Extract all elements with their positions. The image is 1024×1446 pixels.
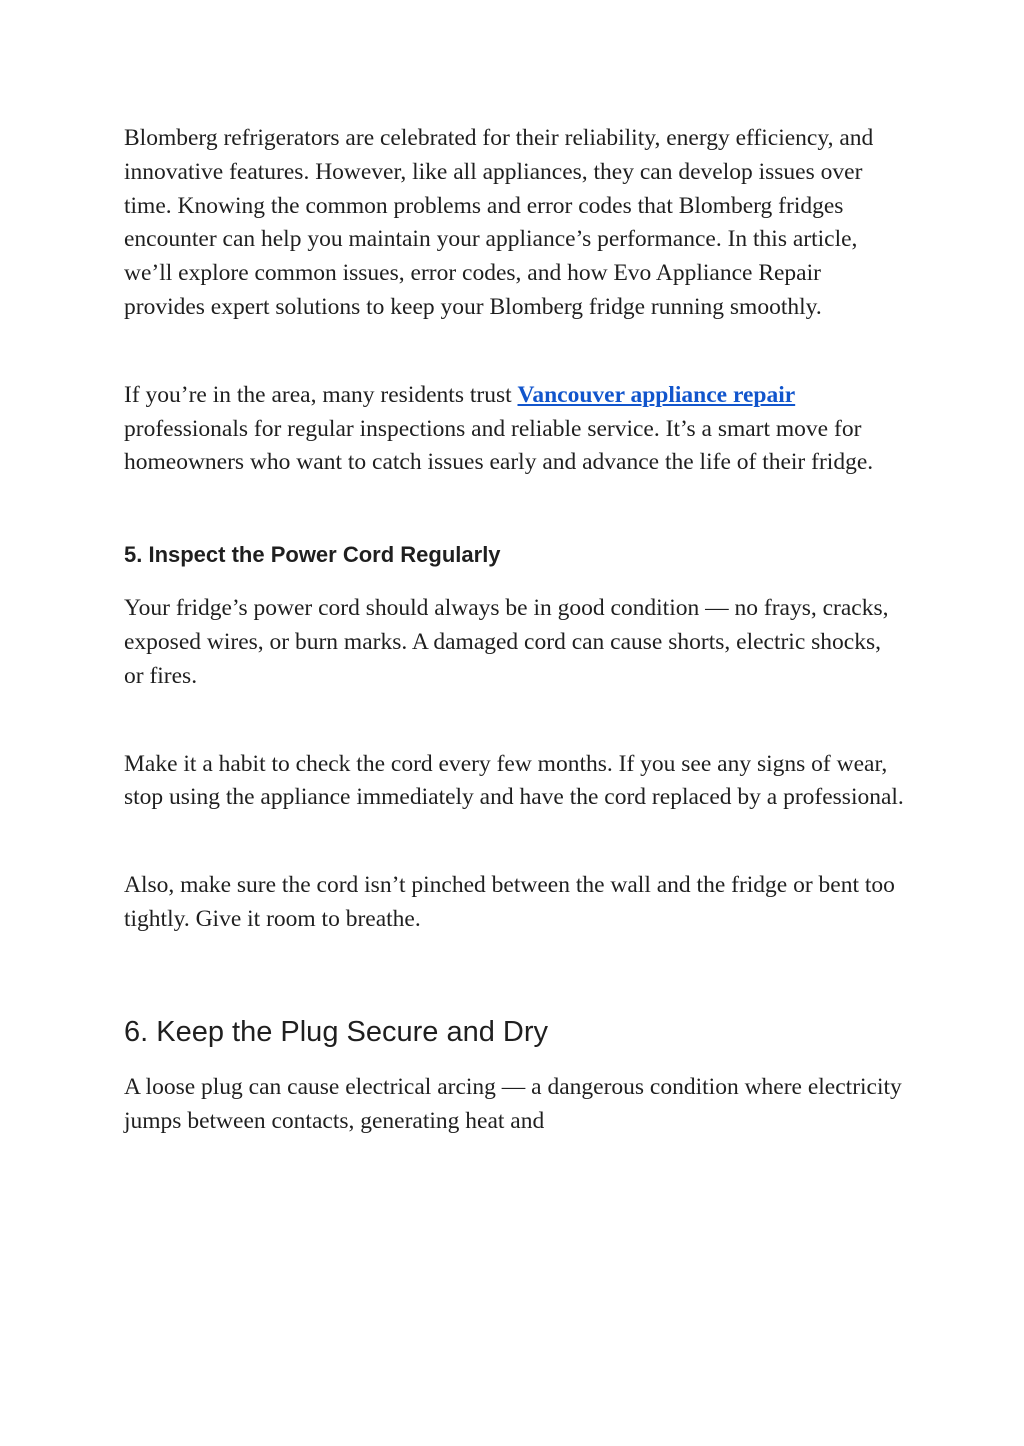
area-paragraph	[124, 379, 904, 480]
area-text-after-link: professionals for regular inspections and reliable service. It’s a smart move for homeowners who want to catch issues early and advance the life of their fridge.	[124, 415, 874, 476]
intro-paragraph: Blomberg refrigerators are celebrated for their reliability, energy efficiency, and innovative features. However, like all appliances, they can develop issues over time. Knowing the common problems and error codes that Blomberg fridges encounter can help you maintain your appliance’s performance. In this article, we’ll explore common issues, error codes, and how Evo Appliance Repair provides expert solutions to keep your Blomberg fridge running smoothly.	[124, 125, 874, 320]
section-5-heading: 5. Inspect the Power Cord Regularly	[124, 542, 501, 568]
section-5-paragraph-1: Your fridge’s power cord should always be in good condition — no frays, cracks, exposed wires, or burn marks. A damaged cord can cause shorts, electric shocks, or fires.	[124, 595, 889, 689]
section-5-paragraph-2: Make it a habit to check the cord every few months. If you see any signs of wear, stop using the appliance immediately and have the cord replaced by a professional.	[124, 750, 904, 811]
section-6-paragraph-1: A loose plug can cause electrical arcing — a dangerous condition where electricity jumps between contacts, generating heat and	[124, 1073, 902, 1134]
area-text-before-link: If you’re in the area, many residents trust	[124, 381, 518, 408]
section-6-heading: 6. Keep the Plug Secure and Dry	[124, 1015, 548, 1048]
vancouver-appliance-repair-link[interactable]: Vancouver appliance repair	[517, 381, 796, 408]
section-5-paragraph-3: Also, make sure the cord isn’t pinched between the wall and the fridge or bent too tightly. Give it room to breathe.	[124, 872, 895, 932]
article-body	[124, 122, 904, 1138]
